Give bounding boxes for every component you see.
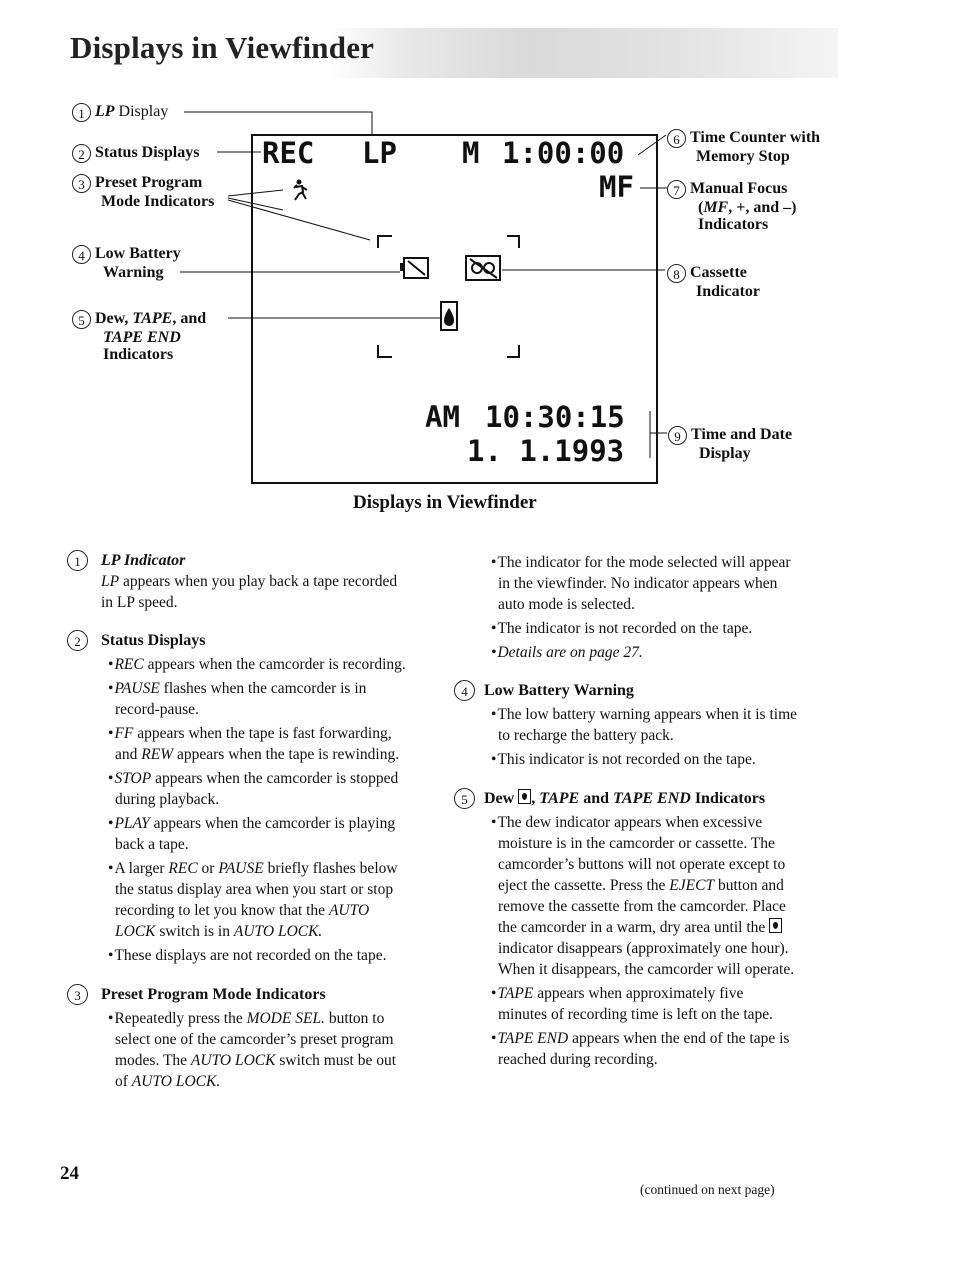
section-number: 1 <box>67 550 88 571</box>
callout-6 <box>667 129 820 165</box>
text-run: flashes when the camcorder is in <box>159 680 367 697</box>
right-column <box>461 552 844 1070</box>
text-italic: STOP <box>114 770 152 787</box>
preset-program-icon <box>294 180 307 201</box>
text-run: Repeatedly press the <box>114 1010 247 1027</box>
callout-3 <box>72 174 214 210</box>
low-battery-icon <box>400 258 428 278</box>
text-italic: FF <box>114 725 134 742</box>
callout-number: 9 <box>668 426 687 445</box>
list-item <box>484 704 844 746</box>
text-italic: AUTO LOCK. <box>131 1073 221 1090</box>
list-item <box>484 749 844 770</box>
text-run: to recharge the battery pack. <box>498 727 674 744</box>
text-run: button to <box>324 1010 385 1027</box>
list-item <box>101 1008 446 1092</box>
lcd-mf: MF <box>599 170 634 204</box>
lcd-counter-m: M <box>462 136 480 170</box>
callout-8-line1: Cassette <box>690 264 747 282</box>
text-run: , <box>531 790 540 807</box>
text-run: appears when the tape is rewinding. <box>173 746 400 763</box>
section-2-title: Status Displays <box>101 632 206 649</box>
lcd-am: AM <box>425 400 460 434</box>
lcd-time: 10:30:15 <box>485 400 625 434</box>
callout-4-line2: Warning <box>103 264 164 281</box>
section-number: 4 <box>454 680 475 701</box>
list-item <box>484 642 844 663</box>
text-run: or <box>197 860 219 877</box>
diagram-caption: Displays in Viewfinder <box>353 492 537 513</box>
text-italic: LP <box>101 573 120 590</box>
callout-6-line2: Memory Stop <box>696 148 790 165</box>
text-italic: PLAY <box>114 815 150 832</box>
lcd-date: 1. 1.1993 <box>467 434 625 468</box>
text-run: The low battery warning appears when it is time <box>497 706 798 723</box>
text-run: in LP speed. <box>101 594 178 611</box>
text-run: reached during recording. <box>498 1051 658 1068</box>
callout-7 <box>667 180 796 233</box>
callout-9-line2: Display <box>699 445 751 462</box>
callout-5-dew: Dew, <box>95 310 129 328</box>
section-1-heading <box>74 550 446 571</box>
cassette-icon <box>466 256 500 280</box>
dew-icon <box>769 918 782 933</box>
text-italic: PAUSE <box>114 680 160 697</box>
callout-1 <box>72 103 168 122</box>
text-italic: AUTO <box>328 902 370 919</box>
continued-note: (continued on next page) <box>640 1182 775 1197</box>
text-run: moisture is in the camcorder or cassette. The <box>498 835 775 852</box>
text-run: and <box>579 790 614 807</box>
text-run: appears when the camcorder is playing <box>149 815 396 832</box>
frame-corner-tl <box>378 236 392 248</box>
callout-7-rest: , +, and –) <box>728 199 797 216</box>
list-item <box>484 812 844 980</box>
callout-7-line1: Manual Focus <box>690 180 788 198</box>
text-run: These displays are not recorded on the tape. <box>114 947 387 964</box>
callout-5 <box>72 310 206 363</box>
callout-3-line1: Preset Program <box>95 174 203 192</box>
lcd-counter: 1:00:00 <box>502 136 625 170</box>
text-run: of <box>115 1073 132 1090</box>
section-3-heading <box>74 984 446 1005</box>
frame-corner-bl <box>378 345 392 357</box>
text-italic: REW <box>141 746 174 763</box>
callout-2 <box>72 144 199 163</box>
text-run: the camcorder in a warm, dry area until the <box>498 919 766 936</box>
text-run: select one of the camcorder’s preset program <box>115 1031 394 1048</box>
callout-number: 8 <box>667 264 686 283</box>
callout-7-paren: ( <box>698 199 704 216</box>
list-item <box>101 768 446 810</box>
list-item <box>101 678 446 720</box>
text-run: When it disappears, the camcorder will operate. <box>498 961 795 978</box>
callout-number: 1 <box>72 103 91 122</box>
list-item <box>101 654 446 675</box>
text-italic: TAPE <box>497 985 534 1002</box>
text-run: appears when the tape is fast forwarding, <box>133 725 392 742</box>
text-italic: TAPE END <box>497 1030 569 1047</box>
lcd-rec: REC <box>262 136 315 170</box>
text-run: appears when the end of the tape is <box>568 1030 790 1047</box>
section-number: 2 <box>67 630 88 651</box>
list-item <box>484 552 844 615</box>
callout-1-label-a: LP <box>95 103 115 121</box>
frame-corner-tr <box>507 236 519 248</box>
callout-5-tape: TAPE <box>132 310 173 328</box>
text-run: Dew <box>484 790 515 807</box>
section-1-text <box>101 571 446 613</box>
callout-9 <box>668 426 792 462</box>
dew-icon <box>441 302 457 330</box>
callout-4-line1: Low Battery <box>95 245 181 263</box>
text-italic: AUTO LOCK <box>190 1052 276 1069</box>
text-run: appears when the camcorder is recording. <box>143 656 406 673</box>
text-run: back a tape. <box>115 836 189 853</box>
text-italic: AUTO LOCK. <box>233 923 323 940</box>
list-item <box>484 983 844 1025</box>
callout-number: 6 <box>667 129 686 148</box>
page-title: Displays in Viewfinder <box>70 30 375 65</box>
text-run: The dew indicator appears when excessive <box>497 814 763 831</box>
callout-6-line1: Time Counter with <box>690 129 821 147</box>
section-4-heading <box>461 680 844 701</box>
list-item <box>101 813 446 855</box>
text-italic: TAPE <box>539 790 580 807</box>
text-run: indicator disappears (approximately one hour). <box>498 940 789 957</box>
text-italic: TAPE END <box>613 790 691 807</box>
dew-icon <box>518 789 531 804</box>
callout-number: 3 <box>72 174 91 193</box>
frame-corner-br <box>507 345 519 357</box>
list-item <box>101 945 446 966</box>
section-5-heading <box>461 788 844 809</box>
text-run: The indicator for the mode selected will appear <box>497 554 791 571</box>
text-italic: EJECT <box>669 877 715 894</box>
callout-number: 2 <box>72 144 91 163</box>
section-1-title: LP Indicator <box>101 552 186 569</box>
callout-number: 4 <box>72 245 91 264</box>
text-run: recording to let you know that the <box>115 902 329 919</box>
callout-8-line2: Indicator <box>696 283 760 300</box>
text-run: remove the cassette from the camcorder. Place <box>498 898 786 915</box>
section-2-heading <box>74 630 446 651</box>
text-italic: Details are on page 27. <box>497 644 643 661</box>
text-run: minutes of recording time is left on the tape. <box>498 1006 774 1023</box>
callout-number: 7 <box>667 180 686 199</box>
section-number: 3 <box>67 984 88 1005</box>
text-run: record-pause. <box>115 701 199 718</box>
text-italic: MODE SEL. <box>246 1010 325 1027</box>
text-run: briefly flashes below <box>263 860 398 877</box>
callout-5-line2: TAPE END <box>103 329 181 346</box>
text-run: camcorder’s buttons will not operate except to <box>498 856 786 873</box>
text-run: auto mode is selected. <box>498 596 635 613</box>
list-item <box>484 618 844 639</box>
callout-4 <box>72 245 181 281</box>
list-item <box>101 858 446 942</box>
text-run: in the viewfinder. No indicator appears when <box>498 575 778 592</box>
callout-9-line1: Time and Date <box>691 426 793 444</box>
list-item <box>101 723 446 765</box>
list-item <box>484 1028 844 1070</box>
text-run: appears when approximately five <box>533 985 744 1002</box>
text-run: button and <box>714 877 784 894</box>
text-run: eject the cassette. Press the <box>498 877 670 894</box>
text-italic: REC <box>114 656 144 673</box>
callout-2-label: Status Displays <box>95 144 200 162</box>
text-italic: LOCK <box>115 923 156 940</box>
callout-7-line3: Indicators <box>698 216 769 233</box>
callout-3-line2: Mode Indicators <box>101 193 215 210</box>
section-number: 5 <box>454 788 475 809</box>
callout-8 <box>667 264 760 300</box>
callout-1-label-b: Display <box>118 103 169 121</box>
callout-5-and: , and <box>172 310 207 328</box>
section-4-title: Low Battery Warning <box>484 682 634 699</box>
left-column <box>74 550 446 1092</box>
text-run: appears when the camcorder is stopped <box>151 770 399 787</box>
page-number: 24 <box>60 1163 79 1184</box>
text-run: switch is in <box>155 923 234 940</box>
callout-5-line3: Indicators <box>103 346 174 363</box>
text-run: switch must be out <box>275 1052 397 1069</box>
callout-number: 5 <box>72 310 91 329</box>
text-run: modes. The <box>115 1052 191 1069</box>
text-run: This indicator is not recorded on the tape. <box>497 751 756 768</box>
text-run: during playback. <box>115 791 220 808</box>
text-italic: PAUSE <box>218 860 264 877</box>
text-italic: REC <box>168 860 198 877</box>
lcd-lp: LP <box>362 136 397 170</box>
section-3-title: Preset Program Mode Indicators <box>101 986 326 1003</box>
text-run: A larger <box>114 860 169 877</box>
callout-7-mf: MF <box>703 199 729 216</box>
text-run: and <box>115 746 142 763</box>
text-run: the status display area when you start or stop <box>115 881 394 898</box>
text-run: appears when you play back a tape recorded <box>119 573 398 590</box>
text-run: The indicator is not recorded on the tape. <box>497 620 753 637</box>
text-run: Indicators <box>690 790 766 807</box>
